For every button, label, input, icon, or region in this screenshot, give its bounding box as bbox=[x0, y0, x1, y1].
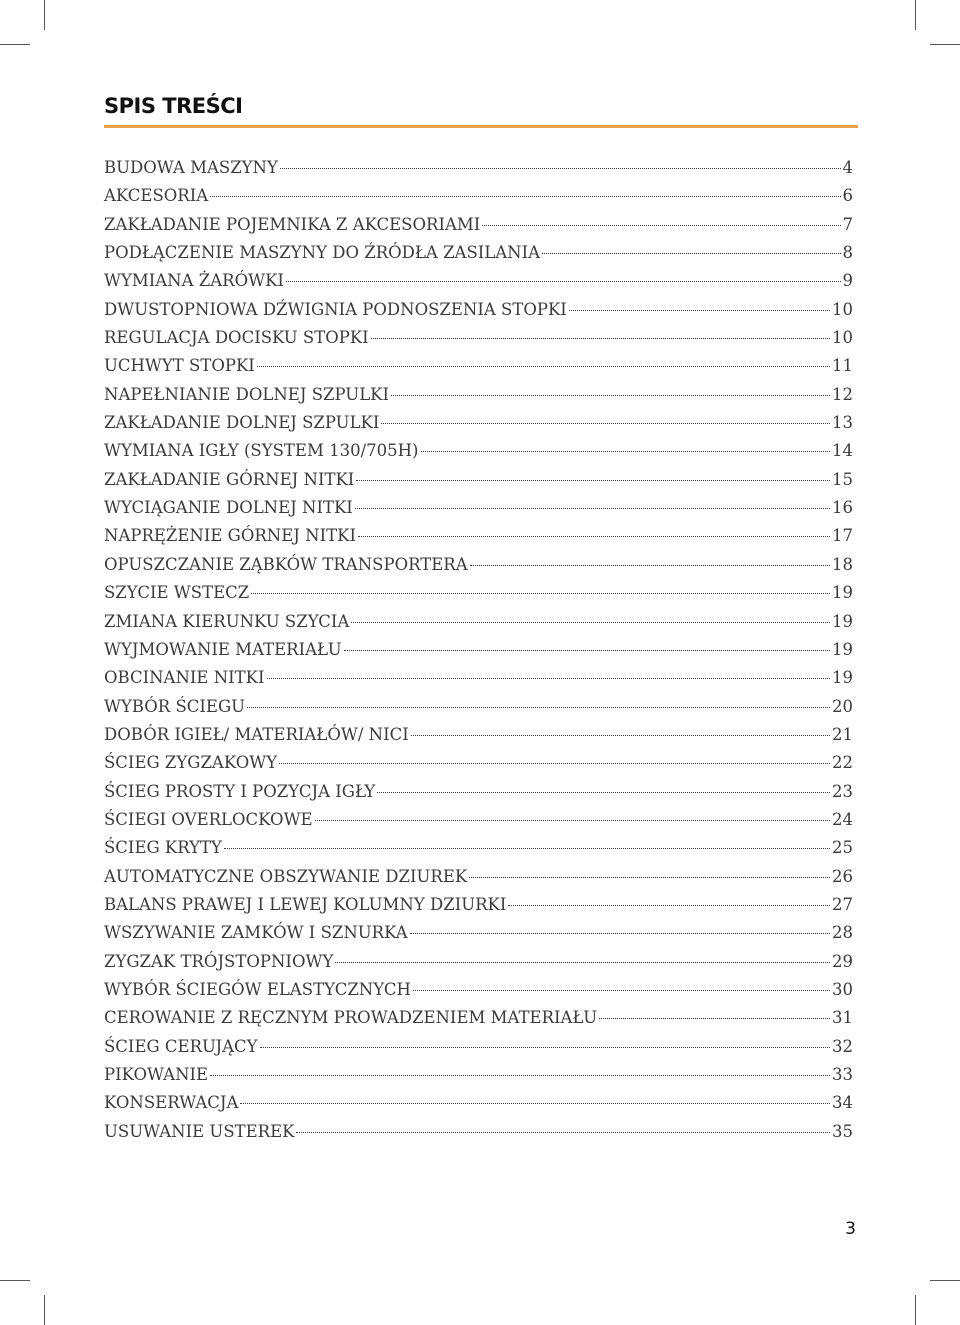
dot-leader bbox=[470, 565, 830, 566]
toc-entry[interactable] bbox=[104, 919, 853, 947]
toc-entry-title: WYMIANA ŻARÓWKI bbox=[104, 271, 284, 291]
dot-leader bbox=[335, 962, 830, 963]
toc-entry[interactable] bbox=[104, 494, 853, 522]
toc-entry-page: 29 bbox=[832, 951, 853, 971]
toc-entry[interactable] bbox=[104, 409, 853, 437]
toc-entry-title: BUDOWA MASZYNY bbox=[104, 158, 278, 177]
dot-leader bbox=[286, 281, 841, 282]
toc-entry-title: WYJMOWANIE MATERIAŁU bbox=[104, 639, 342, 659]
toc-entry[interactable] bbox=[104, 466, 853, 494]
toc-entry-page: 30 bbox=[832, 979, 853, 999]
toc-entry-page: 18 bbox=[832, 554, 853, 574]
toc-entry[interactable] bbox=[104, 778, 853, 806]
toc-entry-page: 22 bbox=[832, 753, 853, 773]
dot-leader bbox=[411, 735, 830, 736]
toc-entry-title: ZMIANA KIERUNKU SZYCIA bbox=[104, 611, 350, 631]
toc-entry-title: ŚCIEG PROSTY I POZYCJA IGŁY bbox=[104, 781, 376, 801]
toc-entry-title: ZYGZAK TRÓJSTOPNIOWY bbox=[104, 951, 334, 971]
toc-entry[interactable] bbox=[104, 267, 853, 295]
toc-entry-page: 32 bbox=[832, 1036, 853, 1056]
toc-entry-title: ZAKŁADANIE DOLNEJ SZPULKI bbox=[104, 413, 380, 433]
toc-entry-page: 21 bbox=[832, 724, 853, 744]
dot-leader bbox=[599, 1018, 830, 1019]
toc-entry-page: 6 bbox=[842, 186, 853, 206]
toc-entry-page: 19 bbox=[832, 611, 853, 631]
toc-entry-title: WYCIĄGANIE DOLNEJ NITKI bbox=[104, 498, 353, 518]
crop-mark-top-right-horizontal bbox=[930, 44, 960, 45]
toc-entry-page: 35 bbox=[832, 1121, 853, 1141]
toc-entry-title: DOBÓR IGIEŁ/ MATERIAŁÓW/ NICI bbox=[104, 724, 409, 744]
dot-leader bbox=[210, 196, 840, 197]
toc-entry[interactable] bbox=[104, 1004, 853, 1032]
toc-entry-title: ZAKŁADANIE POJEMNIKA Z AKCESORIAMI bbox=[104, 214, 481, 234]
toc-entry[interactable] bbox=[104, 863, 853, 891]
crop-mark-bottom-left-vertical bbox=[44, 1295, 45, 1325]
crop-mark-bottom-left-horizontal bbox=[0, 1280, 30, 1281]
toc-entry[interactable] bbox=[104, 211, 853, 239]
toc-entry-title: PIKOWANIE bbox=[104, 1065, 209, 1084]
toc-entry-title: NAPEŁNIANIE DOLNEJ SZPULKI bbox=[104, 384, 389, 404]
crop-mark-bottom-right-horizontal bbox=[930, 1280, 960, 1281]
toc-entry[interactable] bbox=[104, 608, 853, 636]
toc-entry-page: 4 bbox=[842, 158, 853, 177]
dot-leader bbox=[257, 366, 830, 367]
toc-entry[interactable] bbox=[104, 296, 853, 324]
toc-entry-title: PODŁĄCZENIE MASZYNY DO ŹRÓDŁA ZASILANIA bbox=[104, 243, 541, 263]
toc-entry[interactable] bbox=[104, 806, 853, 834]
toc-entry[interactable] bbox=[104, 749, 853, 777]
dot-leader bbox=[355, 508, 830, 509]
dot-leader bbox=[351, 622, 830, 623]
toc-entry-page: 15 bbox=[832, 469, 853, 489]
toc-entry-page: 7 bbox=[842, 214, 853, 234]
toc-entry[interactable] bbox=[104, 1118, 853, 1146]
dot-leader bbox=[224, 848, 830, 849]
dot-leader bbox=[210, 1075, 830, 1076]
toc-entry-page: 10 bbox=[832, 328, 853, 348]
toc-entry[interactable] bbox=[104, 381, 853, 409]
toc-entry[interactable] bbox=[104, 551, 853, 579]
toc-entry[interactable] bbox=[104, 1061, 853, 1089]
toc-entry-title: WYBÓR ŚCIEGÓW ELASTYCZNYCH bbox=[104, 979, 411, 999]
dot-leader bbox=[344, 650, 830, 651]
toc-entry-page: 28 bbox=[832, 923, 853, 943]
dot-leader bbox=[371, 338, 830, 339]
toc-entry[interactable] bbox=[104, 352, 853, 380]
toc-entry[interactable] bbox=[104, 324, 853, 352]
toc-entry[interactable] bbox=[104, 1033, 853, 1061]
toc-entry-title: KONSERWACJA bbox=[104, 1093, 239, 1113]
dot-leader bbox=[315, 820, 830, 821]
toc-entry-title: DWUSTOPNIOWA DŹWIGNIA PODNOSZENIA STOPKI bbox=[104, 299, 567, 319]
toc-entry[interactable] bbox=[104, 891, 853, 919]
dot-leader bbox=[260, 1047, 830, 1048]
toc-entry-page: 33 bbox=[832, 1065, 853, 1084]
toc-entry-page: 10 bbox=[832, 299, 853, 319]
toc-entry-title: AKCESORIA bbox=[104, 186, 209, 206]
toc-entry-page: 23 bbox=[832, 781, 853, 801]
dot-leader bbox=[358, 536, 830, 537]
toc-entry-page: 19 bbox=[832, 639, 853, 659]
toc-entry-page: 31 bbox=[832, 1008, 853, 1028]
crop-mark-top-left-horizontal bbox=[0, 44, 30, 45]
toc-entry-title: SZYCIE WSTECZ bbox=[104, 583, 250, 603]
toc-entry-title: BALANS PRAWEJ I LEWEJ KOLUMNY DZIURKI bbox=[104, 894, 507, 914]
toc-entry-page: 8 bbox=[842, 243, 853, 263]
toc-entry[interactable] bbox=[104, 579, 853, 607]
dot-leader bbox=[482, 225, 840, 226]
toc-entry-title: USUWANIE USTEREK bbox=[104, 1121, 295, 1141]
toc-entry-page: 9 bbox=[842, 271, 853, 291]
crop-mark-bottom-right-vertical bbox=[915, 1295, 916, 1325]
toc-entry[interactable] bbox=[104, 948, 853, 976]
toc-entry-page: 19 bbox=[832, 668, 853, 688]
toc-entry-title: ŚCIEGI OVERLOCKOWE bbox=[104, 809, 313, 829]
toc-entry[interactable] bbox=[104, 693, 853, 721]
dot-leader bbox=[251, 593, 830, 594]
toc-entry-title: UCHWYT STOPKI bbox=[104, 356, 255, 376]
toc-entry[interactable] bbox=[104, 154, 853, 182]
toc-entry-page: 13 bbox=[832, 413, 853, 433]
dot-leader bbox=[279, 763, 830, 764]
toc-entry-page: 11 bbox=[832, 356, 853, 376]
toc-entry-page: 14 bbox=[832, 441, 853, 461]
crop-mark-top-left-vertical bbox=[44, 0, 45, 30]
toc-entry[interactable] bbox=[104, 721, 853, 749]
toc-entry-title: OPUSZCZANIE ZĄBKÓW TRANSPORTERA bbox=[104, 554, 468, 574]
dot-leader bbox=[356, 480, 830, 481]
page-number: 3 bbox=[845, 1219, 856, 1239]
toc-entry-title: WSZYWANIE ZAMKÓW I SZNURKA bbox=[104, 923, 408, 943]
toc-entry[interactable] bbox=[104, 636, 853, 664]
toc-entry[interactable] bbox=[104, 664, 853, 692]
toc-entry-page: 24 bbox=[832, 809, 853, 829]
dot-leader bbox=[469, 877, 830, 878]
toc-entry[interactable] bbox=[104, 834, 853, 862]
title-underline bbox=[104, 125, 858, 128]
toc-entry-title: REGULACJA DOCISKU STOPKI bbox=[104, 328, 369, 348]
toc-entry-title: AUTOMATYCZNE OBSZYWANIE DZIUREK bbox=[104, 866, 468, 886]
toc-entry-title: CEROWANIE Z RĘCZNYM PROWADZENIEM MATERIAŁU bbox=[104, 1008, 598, 1028]
dot-leader bbox=[240, 1103, 830, 1104]
toc-entry-page: 12 bbox=[832, 384, 853, 404]
toc-entry-page: 26 bbox=[832, 866, 853, 886]
dot-leader bbox=[413, 990, 830, 991]
dot-leader bbox=[569, 310, 830, 311]
toc-entry-page: 19 bbox=[832, 583, 853, 603]
dot-leader bbox=[508, 905, 830, 906]
toc-entry-page: 34 bbox=[832, 1093, 853, 1113]
toc-entry-title: WYMIANA IGŁY (SYSTEM 130/705H) bbox=[104, 441, 419, 461]
dot-leader bbox=[381, 423, 830, 424]
dot-leader bbox=[542, 253, 840, 254]
crop-mark-top-right-vertical bbox=[915, 0, 916, 30]
dot-leader bbox=[421, 451, 831, 452]
toc-entry-page: 25 bbox=[832, 838, 853, 858]
toc-entry[interactable] bbox=[104, 239, 853, 267]
toc-entry-page: 16 bbox=[832, 498, 853, 518]
dot-leader bbox=[296, 1132, 830, 1133]
toc-entry-page: 20 bbox=[832, 696, 853, 716]
dot-leader bbox=[280, 168, 841, 169]
toc-entry-title: ŚCIEG CERUJĄCY bbox=[104, 1036, 258, 1056]
toc-entry-title: ŚCIEG KRYTY bbox=[104, 838, 222, 858]
toc-entry-page: 27 bbox=[832, 894, 853, 914]
toc-entry[interactable] bbox=[104, 976, 853, 1004]
toc-entry-page: 17 bbox=[832, 526, 853, 546]
toc-entry[interactable] bbox=[104, 182, 853, 210]
toc-entry-title: ŚCIEG ZYGZAKOWY bbox=[104, 753, 278, 773]
toc-entry-title: NAPRĘŻENIE GÓRNEJ NITKI bbox=[104, 526, 356, 546]
toc-entry-title: WYBÓR ŚCIEGU bbox=[104, 696, 246, 716]
toc-entry[interactable] bbox=[104, 1089, 853, 1117]
page-title: SPIS TREŚCI bbox=[104, 94, 243, 118]
dot-leader bbox=[267, 678, 830, 679]
toc-entry-title: OBCINANIE NITKI bbox=[104, 668, 265, 688]
dot-leader bbox=[410, 933, 830, 934]
dot-leader bbox=[377, 792, 830, 793]
dot-leader bbox=[247, 707, 830, 708]
toc-entry[interactable] bbox=[104, 437, 853, 465]
dot-leader bbox=[391, 395, 830, 396]
table-of-contents bbox=[104, 154, 853, 1146]
toc-entry-title: ZAKŁADANIE GÓRNEJ NITKI bbox=[104, 469, 355, 489]
toc-entry[interactable] bbox=[104, 522, 853, 550]
